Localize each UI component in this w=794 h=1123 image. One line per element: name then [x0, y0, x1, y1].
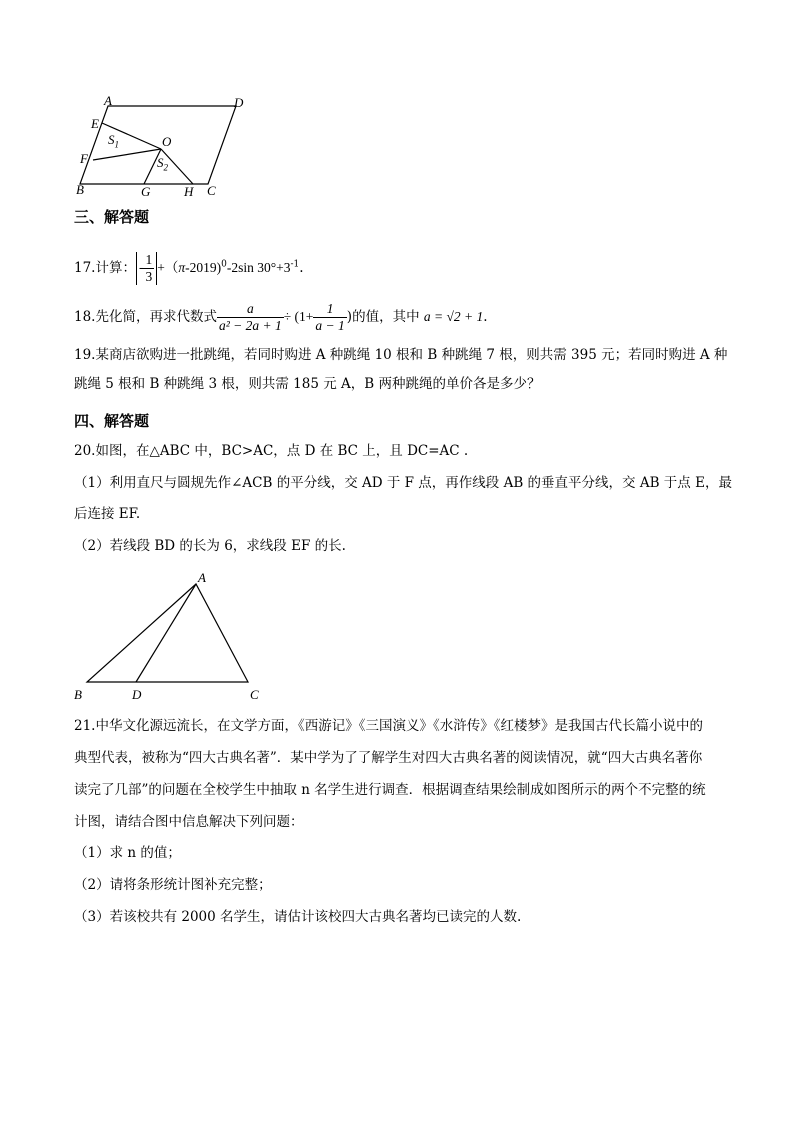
label-O: O — [162, 134, 172, 149]
segment-FO — [93, 149, 161, 160]
question-21-line3: 读完了几部”的问题在全校学生中抽取 n 名学生进行调查．根据调查结果绘制成如图所示的两个不完整的统 — [74, 782, 706, 798]
label-F: F — [80, 151, 88, 166]
label-D: D — [234, 95, 244, 110]
label-G: G — [141, 184, 151, 199]
triangle-figure — [80, 578, 260, 690]
segment-AD — [136, 584, 196, 682]
question-21-line1: 21.中华文化源远流长，在文学方面，《西游记》《三国演义》《水浒传》《红楼梦》是我国古代长篇小说中的 — [74, 718, 703, 734]
label-A: A — [104, 93, 112, 108]
label-E: E — [91, 116, 99, 131]
question-21-sub2: （2）请将条形统计图补充完整； — [74, 877, 272, 893]
label-C: C — [207, 183, 216, 198]
absolute-value: - $\frac{1}{3}$ — [136, 252, 157, 285]
question-21-sub1: （1）求 n 的值； — [74, 845, 181, 861]
section-title-4: 四、解答题 — [74, 412, 150, 430]
question-21-line2: 典型代表，被称为“四大古典名著”．某中学为了了解学生对四大古典名著的阅读情况，就“四大古典名著你 — [74, 750, 703, 766]
label-H: H — [184, 184, 194, 199]
label-S1: $S_1$ — [108, 132, 119, 150]
label-A2: A — [198, 570, 206, 585]
label-D2: D — [132, 687, 142, 702]
label-B2: B — [74, 687, 82, 702]
question-20-line3: 后连接 EF. — [74, 506, 141, 522]
label-C2: C — [250, 687, 259, 702]
question-20-line1: 20.如图，在△ABC 中，BC>AC，点 D 在 BC 上，且 DC=AC . — [74, 443, 469, 459]
question-21-sub3: （3）若该校共有 2000 名学生，请估计该校四大古典名著均已读完的人数. — [74, 909, 522, 925]
question-20-line2: （1）利用直尺与圆规先作∠ACB 的平分线，交 AD 于 F 点，再作线段 AB 的垂直平分线，交 AB 于点 E，最 — [74, 475, 732, 491]
question-20-line4: （2）若线段 BD 的长为 6，求线段 EF 的长. — [74, 538, 346, 554]
question-19-line1: 19.某商店欲购进一批跳绳，若同时购进 A 种跳绳 10 根和 B 种跳绳 7 根，则共需 395 元；若同时购进 A 种 — [74, 347, 728, 363]
question-21-line4: 计图，请结合图中信息解决下列问题： — [74, 814, 304, 830]
label-B: B — [76, 182, 84, 197]
triangle-ABC — [87, 584, 248, 682]
question-17: 17.计算： - $\frac{1}{3}$ +（π-2019)$^0$-2sin $30^\circ+3^{-1}$. — [74, 252, 304, 284]
question-19-line2: 跳绳 5 根和 B 种跳绳 3 根，则共需 185 元 A，B 两种跳绳的单价各是多少？ — [74, 376, 541, 392]
question-18: 18.先化简，再求代数式 $\frac{a}{\text{a² − 2a + 1}}$ ÷ (1+ $\frac{1}{a - 1}$ )的值，其中 a = √2 + 1. — [74, 301, 488, 333]
label-S2: $S_2$ — [157, 155, 168, 173]
section-title-3: 三、解答题 — [74, 208, 150, 226]
